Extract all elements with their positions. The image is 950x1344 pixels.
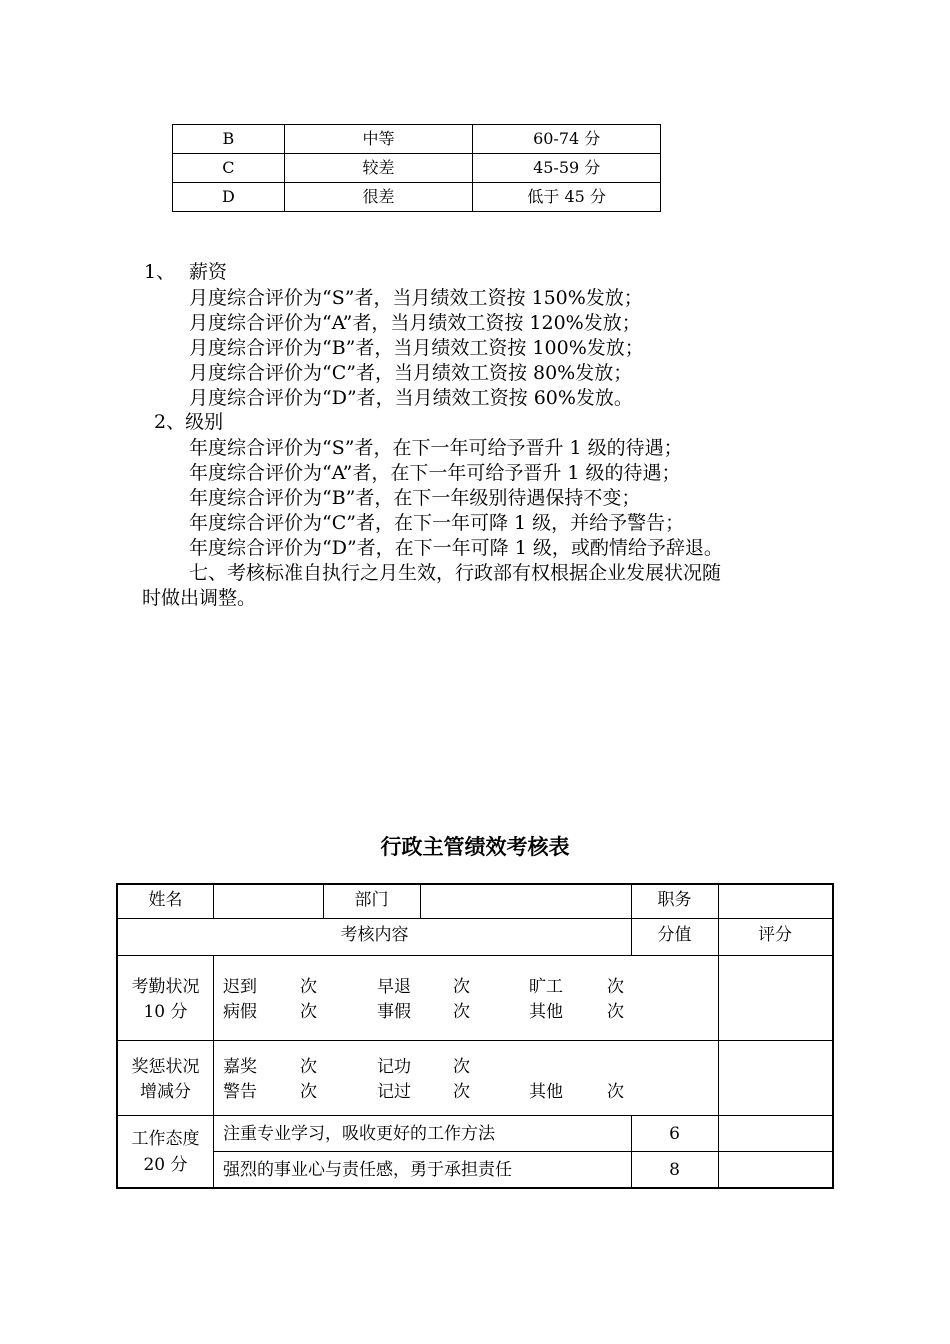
section2-line: 年度综合评价为“D”者，在下一年可降 1 级，或酌情给予辞退。 (189, 537, 723, 559)
other-label: 其他 (529, 1082, 563, 1102)
times-label: 次 (300, 1002, 317, 1022)
section2-line: 年度综合评价为“A”者，在下一年可给予晋升 1 级的待遇； (189, 462, 681, 484)
attendance-points: 10 分 (143, 1002, 188, 1022)
points-label: 分值 (657, 925, 692, 945)
divider (213, 955, 214, 1187)
section2-line: 年度综合评价为“B”者，在下一年级别待遇保持不变； (189, 487, 641, 509)
section1-number: 1、 (144, 261, 176, 283)
item-points: 8 (669, 1160, 680, 1180)
level-cell: 很差 (284, 183, 473, 212)
times-label: 次 (300, 1082, 317, 1102)
grade-cell: D (173, 183, 285, 212)
score-cell: 低于 45 分 (473, 183, 661, 212)
dept-field[interactable] (421, 888, 630, 914)
attitude-item: 强烈的事业心与责任感，勇于承担责任 (223, 1160, 512, 1180)
times-label: 次 (453, 1002, 470, 1022)
level-cell: 中等 (284, 125, 473, 154)
times-label: 次 (607, 977, 624, 997)
section7-line: 七、考核标准自执行之月生效，行政部有权根据企业发展状况随 (189, 562, 722, 584)
demerit-label: 记过 (377, 1082, 411, 1102)
times-label: 次 (453, 977, 470, 997)
rewards-points: 增减分 (140, 1082, 191, 1102)
name-field[interactable] (214, 888, 322, 914)
divider (118, 1115, 832, 1116)
score-input[interactable] (719, 1153, 832, 1186)
attitude-points: 20 分 (143, 1155, 188, 1175)
grade-cell: B (173, 125, 285, 154)
rewards-label: 奖惩状况 (131, 1057, 200, 1077)
item-points: 6 (669, 1124, 680, 1144)
section1-line: 月度综合评价为“S”者，当月绩效工资按 150%发放； (189, 287, 643, 309)
section1-line: 月度综合评价为“A”者，当月绩效工资按 120%发放； (189, 312, 641, 334)
personal-leave-label: 事假 (377, 1002, 411, 1022)
times-label: 次 (453, 1057, 470, 1077)
divider (118, 1040, 832, 1041)
divider (118, 918, 832, 919)
evaluation-form (116, 883, 834, 1189)
commendation-label: 嘉奖 (223, 1057, 257, 1077)
section1-heading: 薪资 (189, 261, 228, 283)
score-cell: 45-59 分 (473, 154, 661, 183)
attitude-item: 注重专业学习，吸收更好的工作方法 (223, 1124, 495, 1144)
score-cell: 60-74 分 (473, 125, 661, 154)
grade-table (172, 124, 661, 212)
times-label: 次 (607, 1082, 624, 1102)
table-row (173, 154, 661, 183)
dept-label: 部门 (354, 890, 389, 910)
sick-leave-label: 病假 (223, 1002, 257, 1022)
times-label: 次 (300, 977, 317, 997)
other-label: 其他 (529, 1002, 563, 1022)
position-field[interactable] (719, 888, 832, 914)
section2-heading: 2、级别 (154, 411, 224, 433)
times-label: 次 (607, 1002, 624, 1022)
late-label: 迟到 (223, 977, 257, 997)
name-label: 姓名 (148, 890, 183, 910)
form-title: 行政主管绩效考核表 (380, 835, 570, 859)
section7-line: 时做出调整。 (142, 587, 257, 609)
grade-cell: C (173, 154, 285, 183)
position-label: 职务 (657, 890, 692, 910)
early-leave-label: 早退 (377, 977, 411, 997)
table-row (173, 183, 661, 212)
merit-label: 记功 (377, 1057, 411, 1077)
score-input[interactable] (719, 1117, 832, 1150)
warning-label: 警告 (223, 1082, 257, 1102)
times-label: 次 (453, 1082, 470, 1102)
attendance-label: 考勤状况 (131, 977, 200, 997)
section1-line: 月度综合评价为“C”者，当月绩效工资按 80%发放； (189, 362, 633, 384)
section1-line: 月度综合评价为“B”者，当月绩效工资按 100%发放； (189, 337, 644, 359)
times-label: 次 (300, 1057, 317, 1077)
content-label: 考核内容 (340, 925, 409, 945)
level-cell: 较差 (284, 154, 473, 183)
section2-line: 年度综合评价为“C”者，在下一年可降 1 级，并给予警告； (189, 512, 685, 534)
attitude-label: 工作态度 (131, 1129, 200, 1149)
table-row (173, 125, 661, 154)
divider (118, 955, 832, 956)
divider (213, 1151, 832, 1152)
absent-label: 旷工 (529, 977, 563, 997)
score-label: 评分 (758, 925, 792, 945)
section1-line: 月度综合评价为“D”者，当月绩效工资按 60%发放。 (189, 387, 633, 409)
section2-line: 年度综合评价为“S”者，在下一年可给予晋升 1 级的待遇； (189, 437, 683, 459)
